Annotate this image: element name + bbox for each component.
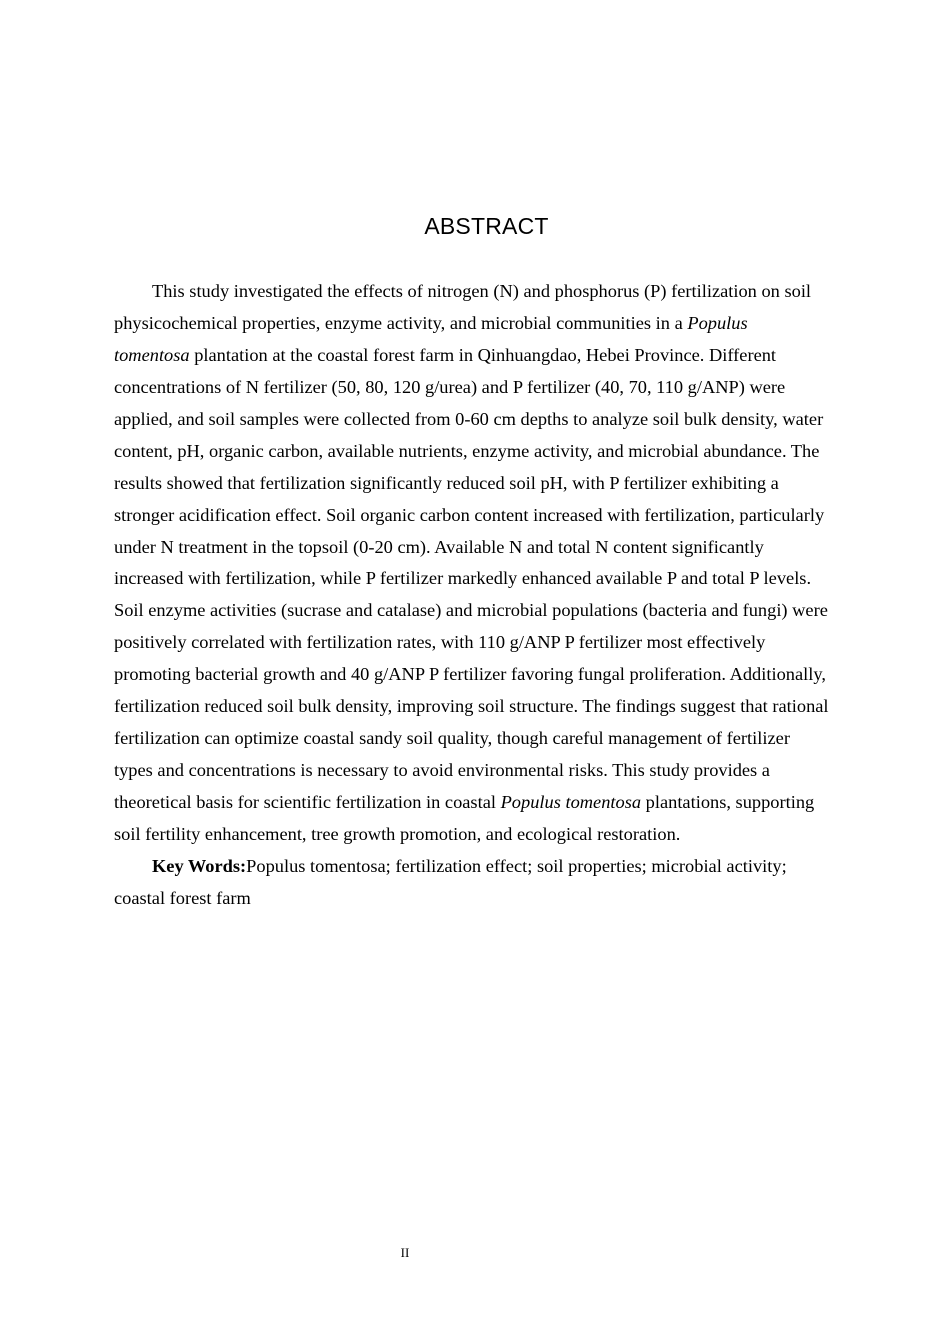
line-text: soil fertility enhancement, tree growth promotion, and ecological restoration. — [114, 823, 681, 844]
abstract-line — [114, 627, 860, 659]
line-text: content, pH, organic carbon, available nutrients, enzyme activity, and microbial abundance. The — [114, 440, 820, 461]
abstract-title: ABSTRACT — [424, 213, 549, 239]
abstract-line — [114, 500, 860, 532]
italic-term: Populus tomentosa — [500, 792, 642, 812]
abstract-line — [114, 787, 860, 819]
line-text: concentrations of N fertilizer (50, 80, 120 g/urea) and P fertilizer (40, 70, 110 g/ANP) were — [114, 376, 786, 397]
line-text: applied, and soil samples were collected from 0-60 cm depths to analyze soil bulk density, water — [114, 408, 824, 429]
line-text: under N treatment in the topsoil (0-20 cm). Available N and total N content significantly — [114, 536, 764, 557]
abstract-line — [114, 404, 860, 436]
abstract-line — [114, 340, 860, 372]
abstract-paragraph — [114, 276, 860, 851]
line-text: physicochemical properties, enzyme activity, and microbial communities in a — [114, 312, 688, 333]
line-text: increased with fertilization, while P fertilizer markedly enhanced available P and total P levels. — [114, 568, 812, 589]
abstract-line — [114, 468, 860, 500]
line-text: plantation at the coastal forest farm in Qinhuangdao, Hebei Province. Different — [189, 344, 777, 365]
line-text: promoting bacterial growth and 40 g/ANP P fertilizer favoring fungal proliferation. Additionally, — [114, 664, 826, 685]
abstract-line — [114, 819, 860, 851]
keywords-text: Populus tomentosa; fertilization effect; soil properties; microbial activity; — [246, 855, 787, 876]
line-text: positively correlated with fertilization rates, with 110 g/ANP P fertilizer most effectively — [114, 632, 766, 653]
abstract-line — [114, 691, 860, 723]
abstract-line — [114, 276, 860, 308]
abstract-line — [114, 436, 860, 468]
abstract-line — [114, 755, 860, 787]
abstract-body — [114, 276, 860, 915]
line-text: Soil enzyme activities (sucrase and catalase) and microbial populations (bacteria and fungi) were — [114, 600, 828, 621]
italic-term: tomentosa — [114, 344, 190, 365]
line-text: fertilization reduced soil bulk density, improving soil structure. The findings suggest that rational — [114, 696, 829, 717]
keywords-line-1 — [114, 851, 860, 883]
line-text: theoretical basis for scientific fertilization in coastal — [114, 792, 501, 812]
line-text: results showed that fertilization significantly reduced soil pH, with P fertilizer exhibiting a — [114, 472, 779, 493]
keywords-label: Key Words: — [152, 855, 247, 876]
line-text: stronger acidification effect. Soil organic carbon content increased with fertilization, particularly — [114, 504, 825, 525]
line-text: plantations, supporting — [641, 792, 815, 812]
abstract-line — [114, 308, 860, 340]
line-text: This study investigated the effects of nitrogen (N) and phosphorus (P) fertilization on soil — [152, 281, 812, 301]
abstract-line — [114, 723, 860, 755]
page-number: II — [400, 1245, 410, 1260]
line-text: fertilization can optimize coastal sandy soil quality, though careful management of fertilizer — [114, 728, 790, 749]
line-text: types and concentrations is necessary to avoid environmental risks. This study provides a — [114, 760, 770, 781]
abstract-line — [114, 372, 860, 404]
abstract-line — [114, 595, 860, 627]
italic-term: Populus — [687, 312, 748, 333]
abstract-line — [114, 532, 860, 564]
abstract-line — [114, 563, 860, 595]
keywords-line-2: coastal forest farm — [114, 887, 251, 908]
abstract-line — [114, 659, 860, 691]
